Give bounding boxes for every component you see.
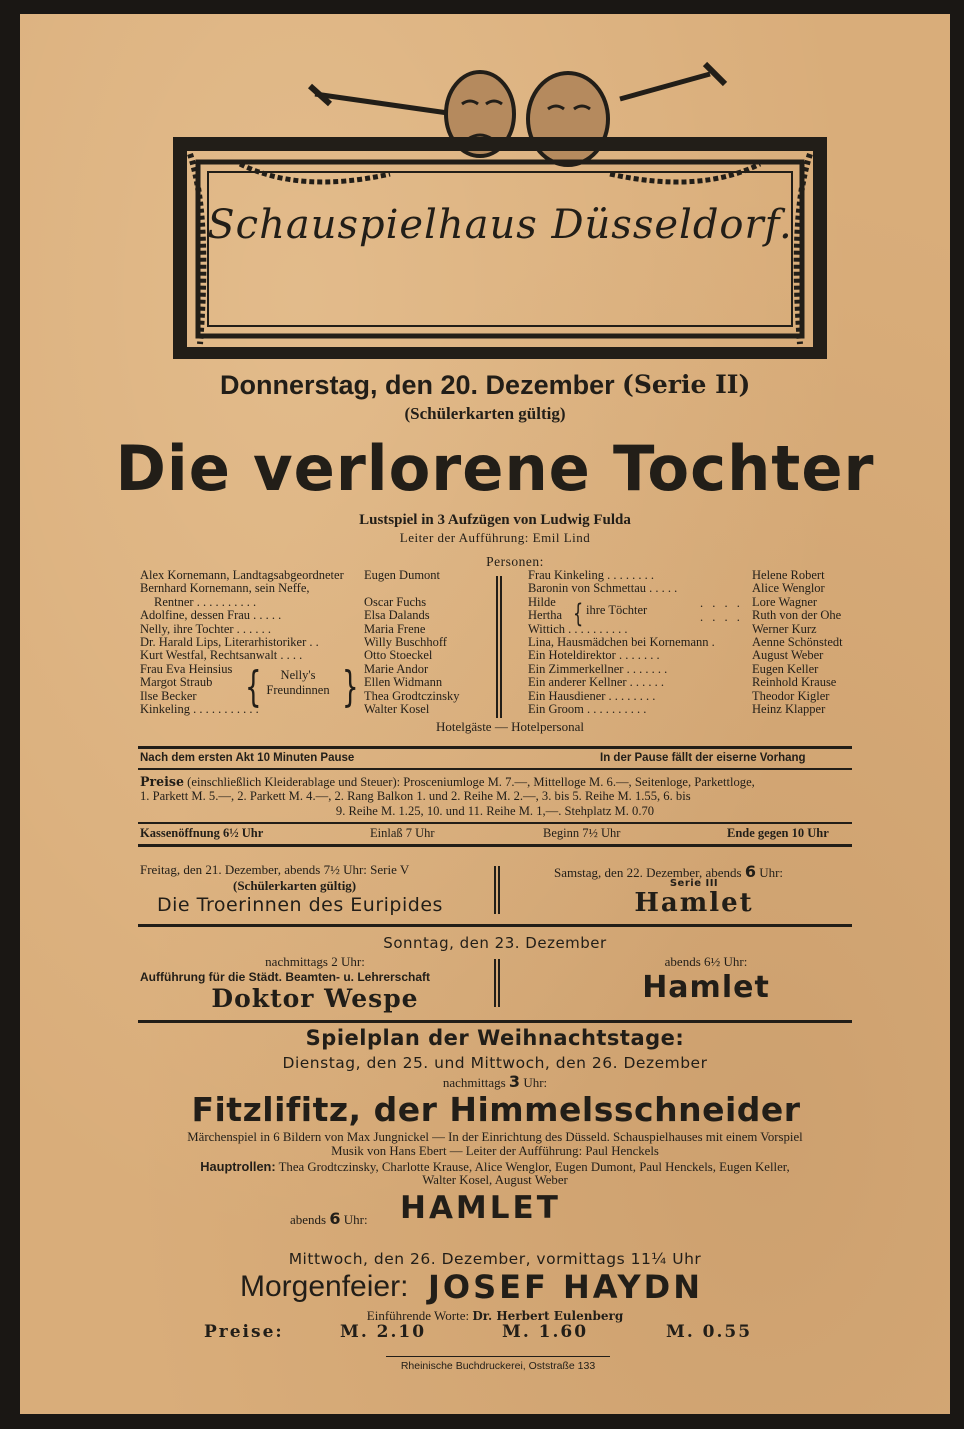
cast-role: Ein Groom . . . . . . . . . . (528, 701, 647, 716)
divider-rule (138, 768, 852, 770)
sunday-evening-time: abends 6½ Uhr: (664, 954, 748, 969)
morning-price-2: M. 1.60 (502, 1322, 589, 1342)
cast-role: Lina, Hausmädchen bei Kornemann . (528, 634, 715, 649)
cast-actor: Theodor Kigler (752, 688, 830, 703)
christmas-heading: Spielplan der Weihnachtstage: (305, 1026, 685, 1050)
roles-label: Hauptrollen: (200, 1159, 276, 1174)
end-time: Ende gegen 10 Uhr (727, 826, 829, 840)
dots: . . . . (700, 596, 743, 610)
cast-actor: Eugen Keller (752, 661, 819, 676)
cast-actor: Thea Grodtczinsky (364, 688, 460, 703)
cast-actor: Ellen Widmann (364, 675, 443, 690)
morning-prices-label: Preise: (204, 1322, 284, 1342)
christmas-play-title: Fitzlifitz, der Himmelsschneider (191, 1090, 801, 1129)
cast-role: Kinkeling . . . . . . . . . . . (140, 701, 259, 716)
box-office-time: Kassenöffnung 6½ Uhr (140, 826, 264, 840)
cast-role: Rentner . . . . . . . . . . (154, 594, 257, 609)
friday-student-note: (Schülerkarten gültig) (233, 878, 357, 893)
cast-left-actors (364, 569, 494, 716)
cast-actor: Heinz Klapper (752, 701, 826, 716)
entry-time: Einlaß 7 Uhr (370, 826, 435, 840)
morning-label: Morgenfeier: (240, 1270, 409, 1303)
saturday-time: 6 (744, 862, 756, 881)
divider-rule (138, 924, 852, 927)
prices-line-2: 1. Parkett M. 5.—, 2. Parkett M. 4.—, 2. Rang Balkon 1. und 2. Reihe M. 2.—, 3. bis 5. Reihe M. 1.55, 6. bis (140, 789, 691, 803)
divider-rule (138, 822, 852, 824)
playbill-sheet (20, 14, 950, 1414)
column-divider (494, 959, 496, 1007)
saturday-uhr: Uhr: (759, 865, 784, 880)
christmas-dates: Dienstag, den 25. und Mittwoch, den 26. Dezember (282, 1054, 708, 1072)
saturday-date-text: Samstag, den 22. Dezember, abends (554, 865, 742, 880)
cast-actor: Eugen Dumont (364, 568, 441, 582)
student-ticket-note: (Schülerkarten gültig) (404, 404, 566, 423)
cast-actor: Ruth von der Ohe (752, 608, 842, 623)
cast-actor: Werner Kurz (752, 621, 817, 636)
cast-role: Frau Kinkeling . . . . . . . . (528, 568, 655, 582)
cast-role: Margot Straub (140, 675, 213, 690)
cast-role: Wittich . . . . . . . . . . (528, 621, 628, 636)
intro-label: Einführende Worte: (366, 1308, 470, 1323)
cast-role: Adolfine, dessen Frau . . . . . (140, 608, 282, 623)
cast-actor: Aenne Schönstedt (752, 634, 843, 649)
column-divider (498, 866, 500, 914)
christmas-description-1: Märchenspiel in 6 Bildern von Max Jungnickel — In der Einrichtung des Düsseld. Schauspielhauses mit einem Vorspiel (187, 1130, 803, 1144)
sunday-afternoon-time: nachmittags 2 Uhr: (265, 954, 365, 969)
evening-label: abends (290, 1212, 327, 1227)
cast-footer: Hotelgäste — Hotelpersonal (435, 719, 584, 734)
cast-right-roles (528, 569, 748, 716)
afternoon-uhr: Uhr: (523, 1075, 548, 1090)
morning-price-3: M. 0.55 (666, 1322, 753, 1342)
cast-actor: Otto Stoeckel (364, 648, 433, 663)
cast-actor: Reinhold Krause (752, 675, 837, 690)
cast-actor: Walter Kosel (364, 701, 430, 716)
cast-role: Ein anderer Kellner . . . . . . (528, 675, 665, 690)
cast-divider (500, 576, 502, 718)
sunday-audience-note: Aufführung für die Städt. Beamten- u. Lehrerschaft (140, 970, 431, 984)
cast-role: Ein Hausdiener . . . . . . . . (528, 688, 656, 703)
sunday-afternoon-title: Doktor Wespe (211, 984, 419, 1013)
cast-actor: Maria Frene (364, 621, 426, 636)
cast-actor: Helene Robert (752, 568, 825, 582)
afternoon-time: 3 (508, 1072, 521, 1091)
cast-actor: Lore Wagner (752, 594, 818, 609)
pause-note: Nach dem ersten Akt 10 Minuten Pause (140, 752, 355, 764)
daughters-brace-label: ihre Töchter (586, 603, 648, 617)
cast-role: Bernhard Kornemann, sein Neffe, (140, 581, 310, 596)
prices-label: Preise (140, 774, 185, 789)
cast-role: Nelly, ihre Tochter . . . . . . (140, 621, 272, 636)
christmas-roles-2: Walter Kosel, August Weber (422, 1173, 568, 1187)
cast-actor: Alice Wenglor (752, 581, 825, 596)
column-divider (498, 959, 500, 1007)
column-divider (494, 866, 496, 914)
roles-list: Thea Grodtczinsky, Charlotte Krause, Alice Wenglor, Eugen Dumont, Paul Henckels, Eugen Keller, (278, 1160, 790, 1174)
sunday-heading: Sonntag, den 23. Dezember (383, 934, 607, 952)
christmas-description-2: Musik von Hans Ebert — Leiter der Aufführung: Paul Henckels (331, 1144, 659, 1158)
divider-rule (138, 746, 852, 749)
comedy-mask-icon (528, 73, 608, 165)
divider-rule (138, 844, 852, 847)
performance-date: Donnerstag, den 20. Dezember (220, 370, 615, 400)
cast-divider (496, 576, 498, 718)
cast-role: Hilde (528, 594, 556, 609)
cast-role: Ilse Becker (140, 688, 197, 703)
series-label: (Serie II) (622, 370, 751, 399)
cast-actor: Elsa Dalands (364, 608, 430, 623)
daughters-brace-icon: { (573, 598, 584, 629)
morning-date: Mittwoch, den 26. Dezember, vormittags 11¼ Uhr (288, 1250, 702, 1268)
cast-role: Baronin von Schmettau . . . . . (528, 581, 678, 596)
divider-rule (138, 1020, 852, 1023)
theatre-name-logo: Schauspielhaus Düsseldorf. (207, 202, 793, 248)
friday-title: Die Troerinnen des Euripides (157, 894, 443, 916)
start-time: Beginn 7½ Uhr (543, 826, 621, 840)
cast-right-actors (752, 569, 892, 716)
afternoon-label: nachmittags (442, 1075, 506, 1090)
morning-title: JOSEF HAYDN (428, 1268, 704, 1306)
dots: . . . . (700, 610, 743, 624)
saturday-series: Serie III (669, 878, 719, 889)
christmas-evening (290, 1209, 368, 1228)
friends-brace-label: Nelly's Freundinnen (266, 668, 330, 697)
cast-actor: Oscar Fuchs (364, 594, 427, 609)
christmas-evening-title: HAMLET (400, 1190, 561, 1226)
cast-role: Ein Zimmerkellner . . . . . . . (528, 661, 668, 676)
cast-actor: August Weber (752, 648, 824, 663)
christmas-afternoon (20, 1072, 964, 1091)
right-brace-icon: } (342, 664, 359, 712)
morning-intro (20, 1308, 964, 1324)
cast-actor: Willy Buschhoff (364, 634, 447, 649)
prices-line-3: 9. Reihe M. 1.25, 10. und 11. Reihe M. 1,—. Stehplatz M. 0.70 (335, 804, 655, 818)
divider-rule (386, 1356, 610, 1357)
evening-time: 6 (329, 1209, 341, 1228)
cast-role: Dr. Harald Lips, Literarhistoriker . . (140, 634, 319, 649)
iron-curtain-note: In der Pause fällt der eiserne Vorhang (600, 752, 806, 764)
printer-credit: Rheinische Buchdruckerei, Oststraße 133 (400, 1360, 596, 1372)
cast-role: Hertha (528, 608, 563, 623)
cast-role: Kurt Westfal, Rechtsanwalt . . . . (140, 648, 303, 663)
prices-text: (einschließlich Kleiderablage und Steuer): Prosceniumloge M. 7.—, Mittelloge M. 6.—, Seitenloge, Parkettloge, (187, 775, 755, 789)
play-title: Die verlorene Tochter (115, 432, 875, 505)
cast-role: Frau Eva Heinsius (140, 661, 233, 676)
friday-date: Freitag, den 21. Dezember, abends 7½ Uhr: Serie V (140, 862, 410, 877)
cast-actor: Marie Andor (364, 661, 429, 676)
saturday-title: Hamlet (634, 888, 754, 918)
left-brace-icon: { (245, 664, 262, 712)
prices-line-1 (140, 774, 755, 790)
cast-heading: Personen: (486, 554, 544, 569)
play-subtitle: Lustspiel in 3 Aufzügen von Ludwig Fulda (359, 512, 631, 528)
cast-role: Ein Hoteldirektor . . . . . . . (528, 648, 660, 663)
sunday-evening-title: Hamlet (642, 970, 770, 1005)
morning-price-1: M. 2.10 (340, 1322, 427, 1342)
cast-role: Alex Kornemann, Landtagsabgeordneter (140, 568, 344, 582)
intro-name: Dr. Herbert Eulenberg (472, 1309, 624, 1323)
director-line: Leiter der Aufführung: Emil Lind (399, 530, 591, 545)
evening-uhr: Uhr: (343, 1212, 368, 1227)
cast-actor (364, 582, 494, 595)
